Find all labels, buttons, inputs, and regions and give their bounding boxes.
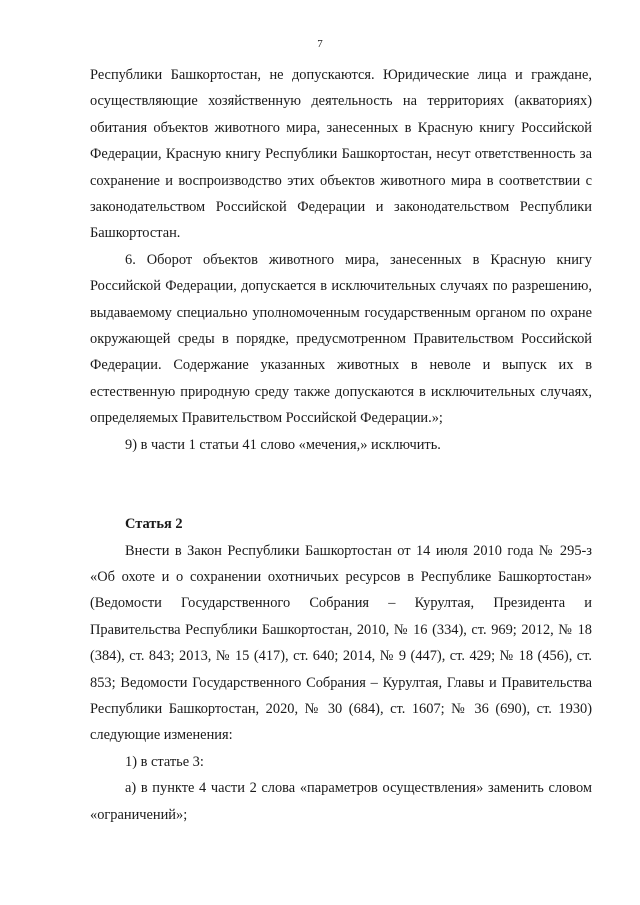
article-heading: Статья 2 [125,516,183,533]
page-number: 7 [317,38,323,50]
section-spacer [90,458,592,511]
paragraph-continuation: Республики Башкортостан, не допускаются. Юридические лица и граждане, осуществляющие хозяйственную деятельность на территориях (акваториях) обитания объектов животного мира, занесенных в Красную книгу Российской Федерации, Красную книгу Республики Башкортостан, несут ответственность за сохранение и воспроизводство этих объектов животного мира в соответствии с законодательством Российской Федерации и законодательством Республики Башкортостан. [90,67,592,242]
document-body [90,62,592,828]
paragraph-subitem-a: а) в пункте 4 части 2 слова «параметров осуществления» заменить словом «ограничений»; [90,780,592,823]
paragraph-item-6: 6. Оборот объектов животного мира, занесенных в Красную книгу Российской Федерации, допускается в исключительных случаях по разрешению, выдаваемому специально уполномоченным государственным органом по охране окружающей среды в порядке, предусмотренном Правительством Российской Федерации. Содержание указанных животных в неволе и выпуск их в естественную природную среду также допускаются в исключительных случаях, определяемых Правительством Российской Федерации.»; [90,251,592,427]
paragraph-item-9: 9) в части 1 статьи 41 слово «мечения,» исключить. [125,436,441,453]
paragraph-amendment-intro: Внести в Закон Республики Башкортостан от 14 июля 2010 года № 295-з «Об охоте и о сохранении охотничьих ресурсов в Республике Башкортостан» (Ведомости Государственного Собрания – Курултая, Президента и Правительства Республики Башкортостан, 2010, № 16 (334), ст. 969; 2012, № 18 (384), ст. 843; 2013, № 15 (417), ст. 640; 2014, № 9 (447), ст. 429; № 18 (456), ст. 853; Ведомости Государственного Собрания – Курултая, Главы и Правительства Республики Башкортостан, 2020, № 30 (684), ст. 1607; № 36 (690), ст. 1930) следующие изменения: [90,542,592,744]
paragraph-item-1: 1) в статье 3: [125,753,204,770]
